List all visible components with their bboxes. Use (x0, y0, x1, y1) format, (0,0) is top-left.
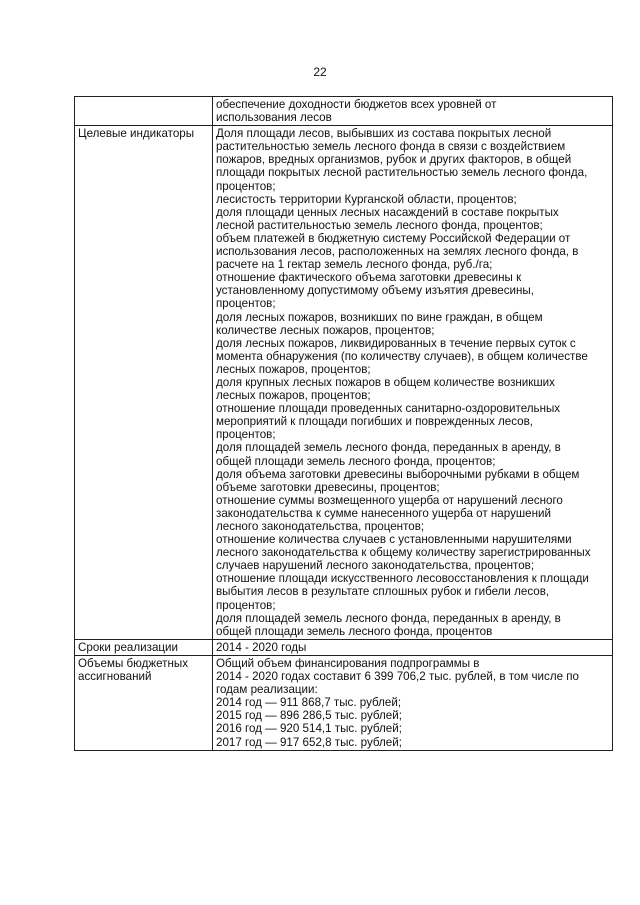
row-content-line: отношение фактического объема заготовки древесины к (216, 271, 522, 285)
row-content-line: лесных пожаров, процентов; (216, 389, 371, 403)
row-content-line: мероприятий к площади погибших и поврежденных лесов, (216, 415, 533, 429)
row-content-line: процентов; (216, 428, 276, 442)
row-content-line: Доля площади лесов, выбывших из состава покрытых лесной (216, 127, 552, 141)
row-label-cell (75, 97, 213, 126)
row-content-line: количестве лесных пожаров, процентов; (216, 323, 435, 337)
row-content-line: использования лесов, расположенных на землях лесного фонда, в (216, 245, 579, 259)
table-row (75, 97, 613, 126)
row-content-line: доля объема заготовки древесины выборочными рубками в общем (216, 467, 580, 481)
row-content-line: общей площади земель лесного фонда, процентов (216, 624, 493, 638)
row-label-cell (75, 126, 213, 640)
row-content-cell (213, 97, 613, 126)
row-content-line: лесных пожаров, процентов; (216, 362, 371, 376)
row-content-line: процентов; (216, 179, 276, 193)
row-content-line: отношение количества случаев с установленными нарушителями (216, 533, 572, 547)
row-content-line: обеспечение доходности бюджетов всех уровней от (216, 98, 497, 111)
row-label-line: Целевые индикаторы (78, 127, 195, 141)
row-content-line: момента обнаружения (по количеству случаев), в общем количестве (216, 349, 588, 363)
row-label-cell (75, 639, 213, 655)
row-content-line: 2014 год — 911 868,7 тыс. рублей; (216, 696, 402, 710)
row-content-line: доля лесных пожаров, ликвидированных в течение первых суток с (216, 336, 576, 350)
row-content-line: 2014 - 2020 годах составит 6 399 706,2 тыс. рублей, в том числе по (216, 670, 579, 684)
row-content-line: площади покрытых лесной растительностью земель лесного фонда, (216, 166, 588, 180)
row-label-line: Сроки реализации (78, 640, 178, 654)
table-row (75, 126, 613, 640)
row-content-line: пожаров, вредных организмов, рубок и других факторов, в общей (216, 153, 572, 167)
row-content-line: отношение суммы возмещенного ущерба от нарушений лесного (216, 493, 563, 507)
row-content-line: растительностью земель лесного фонда в связи с воздействием (216, 140, 566, 154)
row-content-line: объем платежей в бюджетную систему Российской Федерации от (216, 231, 571, 245)
row-content-line: лесной растительностью земель лесного фонда, процентов; (216, 218, 543, 232)
table-row (75, 655, 613, 750)
row-content-line: Общий объем финансирования подпрограммы в (216, 656, 480, 670)
row-content-line: установленному допустимому объему изъятия древесины, (216, 284, 534, 298)
row-content-line: процентов; (216, 598, 276, 612)
row-content-line: доля лесных пожаров, возникших по вине граждан, в общем (216, 310, 543, 324)
passport-table (74, 96, 613, 751)
row-content-cell (213, 639, 613, 655)
row-label-cell (75, 655, 213, 750)
row-content-line: доля крупных лесных пожаров в общем количестве возникших (216, 375, 555, 389)
row-content-line: общей площади земель лесного фонда, процентов; (216, 454, 496, 468)
row-content-line: отношение площади проведенных санитарно-оздоровительных (216, 402, 561, 416)
row-content-line: лесистость территории Курганской области, процентов; (216, 192, 517, 206)
row-content-line: доля площадей земель лесного фонда, переданных в аренду, в (216, 441, 561, 455)
row-content-line: расчете на 1 гектар земель лесного фонда, руб./га; (216, 258, 493, 272)
row-content-line: использования лесов (216, 111, 332, 125)
page-number: 22 (313, 65, 327, 79)
row-content-line: законодательства к сумме нанесенного ущерба от нарушений (216, 506, 551, 520)
row-content-line: лесного законодательства, процентов; (216, 520, 425, 533)
row-content-line: объеме заготовки древесины, процентов; (216, 480, 440, 494)
row-content-cell (213, 126, 613, 640)
row-content-line: лесного законодательства к общему количеству зарегистрированных (216, 546, 591, 560)
row-content-line: доля площадей земель лесного фонда, переданных в аренду, в (216, 611, 561, 625)
row-label-line: ассигнований (78, 670, 152, 684)
row-content-cell (213, 655, 613, 750)
row-content-line: 2016 год — 920 514,1 тыс. рублей; (216, 722, 402, 736)
row-label-line: Объемы бюджетных (78, 656, 188, 670)
row-content-line: выбытия лесов в результате сплошных рубок и гибели лесов, (216, 585, 550, 599)
row-content-line: годам реализации: (216, 683, 318, 697)
row-content-line: процентов; (216, 297, 276, 311)
row-content-line: случаев нарушений лесного законодательства, процентов; (216, 559, 535, 573)
row-content-line: отношение площади искусственного лесовосстановления к площади (216, 572, 589, 586)
row-content-line: доля площади ценных лесных насаждений в составе покрытых (216, 205, 559, 219)
row-content-line: 2014 - 2020 годы (216, 640, 307, 654)
row-content-line: 2015 год — 896 286,5 тыс. рублей; (216, 709, 402, 723)
table-row (75, 639, 613, 655)
row-content-line: 2017 год — 917 652,8 тыс. рублей; (216, 735, 402, 749)
